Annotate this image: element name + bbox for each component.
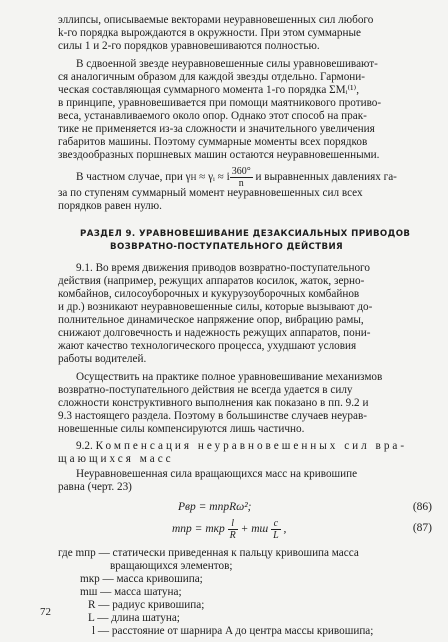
definition-line: L — длина шатуна; — [88, 612, 180, 624]
text-line: полнительное динамическое напряжение опор, вибрацию рамы, — [58, 314, 364, 326]
text-line: возвратно-поступательного действия не всегда удается в силу — [58, 384, 353, 396]
text-span: В частном случае, при γ — [76, 171, 191, 184]
subsection-heading-cont: щающихся масс — [58, 453, 174, 465]
formula-part: , — [283, 523, 287, 536]
text-line: Неуравновешенная сила вращающихся масс на кривошипе — [76, 468, 358, 480]
text-line: габаритов машины. Поэтому суммарные моменты всех порядков — [58, 136, 368, 148]
subsection-title: Компенсация неуравновешенных сил вра- — [95, 440, 408, 452]
text-line: новешенные силы компенсируются лишь частично. — [58, 423, 305, 435]
subscript: H — [190, 173, 197, 183]
subsection-heading — [76, 440, 434, 453]
definition-line: R — радиус кривошипа; — [88, 599, 205, 611]
fraction-denominator: L — [273, 530, 279, 541]
fraction — [228, 518, 238, 541]
fraction-denominator: n — [238, 178, 244, 189]
text-line: работы водителей. — [58, 353, 147, 365]
text-span: ≈ γᵢ ≈ i — [199, 171, 230, 184]
text-line: комбайнов, силосоуборочных и кукурузоуборочных комбайнов — [58, 288, 360, 300]
text-line: сложности конструктивного выполнения как показано в пп. 9.2 и — [58, 397, 369, 409]
text-line: в принципе, уравновешивается при помощи маятникового противо- — [58, 97, 382, 109]
equation-number: (86) — [412, 501, 432, 513]
definition-line: l — расстояние от шарнира A до центра массы кривошипа; — [92, 625, 374, 637]
text-line: звездообразных поршневых машин остаются неуравновешенными. — [58, 149, 380, 161]
text-line: ческая составляющая суммарного момента 1-го порядка ΣMᵢ⁽¹⁾, — [58, 84, 360, 96]
text-line: силы 1 и 2-го порядков уравновешиваются полностью. — [58, 40, 320, 52]
text-line: порядков равен нулю. — [58, 200, 162, 212]
text-line: В сдвоенной звезде неуравновешенные силы уравновешивают- — [76, 58, 378, 70]
text-line-with-formula — [76, 166, 434, 189]
formula-part: + mш — [240, 523, 269, 536]
definition-line: где mпр — статически приведенная к пальцу кривошипа масса — [58, 547, 359, 559]
text-line: Осуществить на практике полное уравновешивание механизмов — [76, 371, 383, 383]
text-line: действия (например, режущих аппаратов косилок, жаток, зерно- — [58, 275, 365, 287]
section-heading: РАЗДЕЛ 9. УРАВНОВЕШИВАНИЕ ДЕЗАКСИАЛЬНЫХ ПРИВОДОВ — [80, 229, 411, 239]
text-line: k-го порядка вырождаются в окружности. При этом суммарные — [58, 27, 361, 39]
text-line: за по ступеням суммарный момент неуравновешенных сил всех — [58, 187, 363, 199]
text-span: и выравненных давлениях га- — [255, 171, 397, 184]
text-line: 9.3 настоящего раздела. Поэтому в большинстве случаев неурав- — [58, 410, 367, 422]
formula-part: mпр = mкр — [172, 523, 225, 536]
text-line: и др.) возникают неуравновешенные силы, которые вызывают до- — [58, 301, 373, 313]
text-line: ся аналогичным образом для каждой звезды отдельно. Гармони- — [58, 71, 366, 83]
definition-line: mкр — масса кривошипа; — [80, 573, 203, 585]
section-heading: ВОЗВРАТНО-ПОСТУПАТЕЛЬНОГО ДЕЙСТВИЯ — [110, 242, 344, 252]
text-line: 9.1. Во время движения приводов возвратно-поступательного — [76, 262, 370, 274]
subsection-number: 9.2. — [76, 440, 93, 452]
text-line: веса, устанавливаемого около опор. Однако этот способ на прак- — [58, 110, 367, 122]
text-line: эллипсы, описываемые векторами неуравновешенных сил любого — [58, 14, 374, 26]
page-number: 72 — [40, 606, 51, 618]
text-line: тике не применяется из-за сложности и значительного увеличения — [58, 123, 375, 135]
text-line: снижают долговечность и надежность режущих аппаратов, пони- — [58, 327, 371, 339]
fraction-numerator: c — [271, 518, 281, 530]
formula-86: Pвр = mпрRω²; — [178, 501, 252, 513]
text-line: равна (черт. 23) — [58, 481, 132, 493]
fraction-numerator: l — [228, 518, 238, 530]
definition-line: вращающихся элементов; — [110, 560, 233, 572]
fraction-denominator: R — [229, 530, 236, 541]
inline-fraction — [230, 166, 253, 189]
fraction — [271, 518, 281, 541]
definition-line: mш — масса шатуна; — [80, 586, 182, 598]
fraction-numerator: 360° — [231, 166, 251, 177]
formula-87 — [172, 518, 286, 541]
equation-number: (87) — [412, 522, 432, 534]
text-line: жают качество технологического процесса, ухудшают условия — [58, 340, 357, 352]
